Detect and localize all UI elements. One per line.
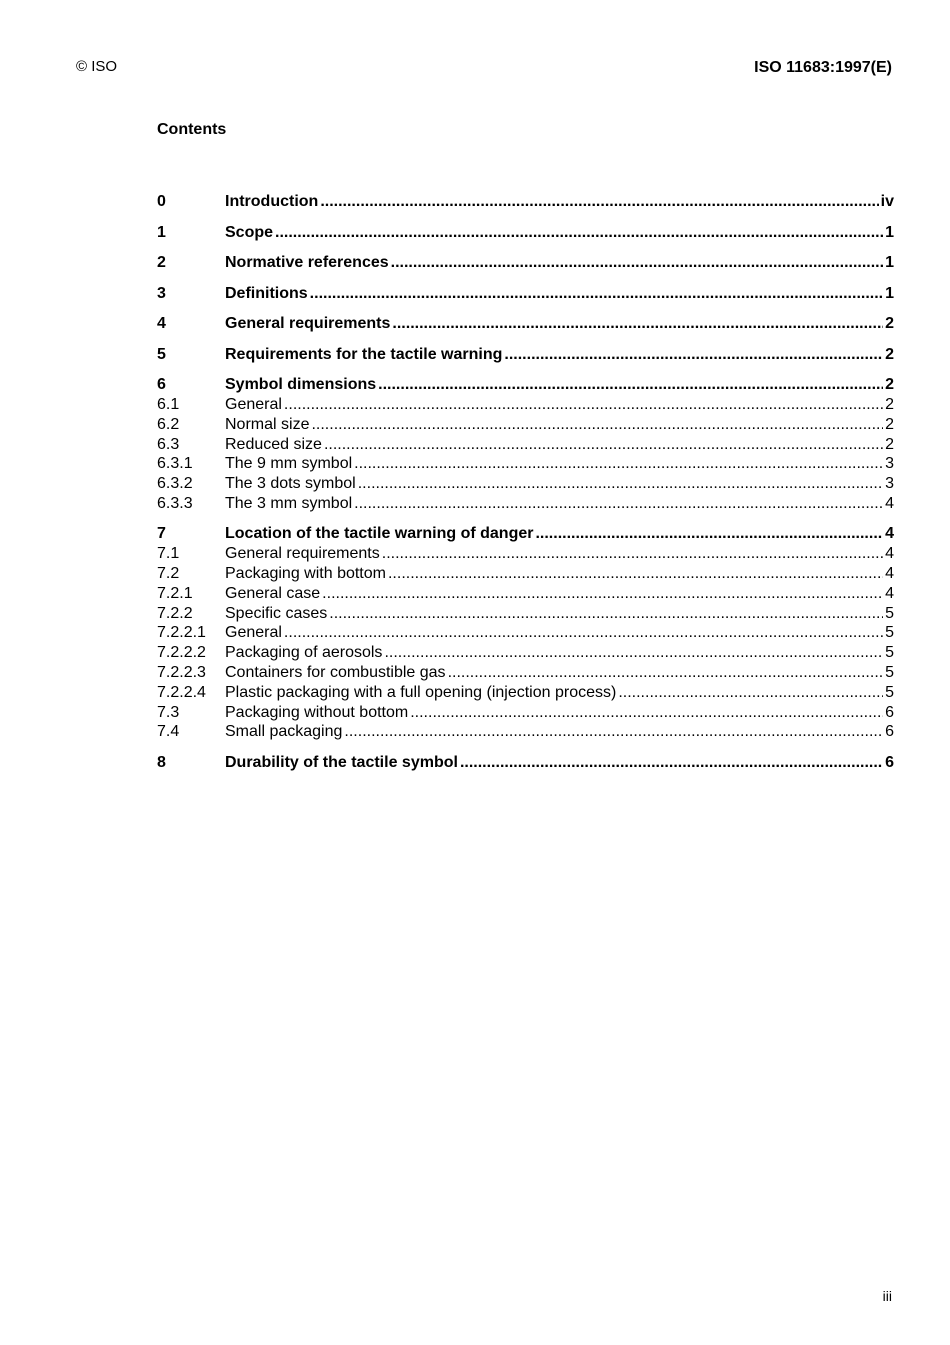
toc-entry[interactable] <box>157 191 894 212</box>
toc-entry-number: 6.3.2 <box>157 475 193 493</box>
toc-entry-number: 5 <box>157 345 166 363</box>
toc-entry-page: 6 <box>885 753 894 771</box>
toc-entry-title: Packaging of aerosols <box>225 644 383 662</box>
toc-entry-page: 2 <box>885 376 894 393</box>
toc-entry-title: The 9 mm symbol <box>225 455 353 473</box>
toc-entry-page: 4 <box>885 545 894 563</box>
toc-leader-dots <box>324 435 883 455</box>
toc-entry-title: General requirements <box>225 545 380 563</box>
toc-entry-title: General <box>225 396 282 413</box>
toc-entry-page: 5 <box>885 644 894 662</box>
toc-leader-dots <box>311 415 883 435</box>
toc-entry-title: Reduced size <box>225 435 322 453</box>
toc-entry-title: Durability of the tactile symbol <box>225 753 458 771</box>
toc-entry-number: 6.3.1 <box>157 455 193 473</box>
toc-entry-title: Introduction <box>225 193 319 210</box>
toc-entry-title: Containers for combustible gas <box>225 664 446 682</box>
toc-entry-page: 5 <box>885 664 894 682</box>
toc-entry-title: General case <box>225 584 321 602</box>
toc-entry-number: 6.3.3 <box>157 494 193 512</box>
toc-entry-number: 7.3 <box>157 703 180 721</box>
toc-leader-dots <box>504 344 883 365</box>
toc-entry-title: General requirements <box>225 315 391 332</box>
toc-entry-number: 7.2.2.3 <box>157 664 206 682</box>
toc-leader-dots <box>391 252 883 273</box>
toc-entry[interactable] <box>157 395 894 415</box>
toc-entry[interactable] <box>157 752 894 773</box>
toc-entry[interactable] <box>157 683 894 703</box>
toc-entry-page: 2 <box>885 396 894 413</box>
toc-leader-dots <box>382 544 883 564</box>
toc-leader-dots <box>388 564 883 584</box>
toc-leader-dots <box>344 722 883 742</box>
standard-identifier: ISO 11683:1997(E) <box>754 59 892 76</box>
toc-leader-dots <box>460 752 883 773</box>
toc-entry[interactable] <box>157 703 894 723</box>
toc-entry-number: 7.2.2.4 <box>157 683 206 701</box>
toc-entry[interactable] <box>157 494 894 514</box>
contents-heading: Contents <box>157 121 227 138</box>
toc-leader-dots <box>310 283 883 304</box>
toc-entry[interactable] <box>157 564 894 584</box>
toc-leader-dots <box>284 395 883 415</box>
toc-entry-title: Normal size <box>225 415 310 433</box>
toc-entry-title: Packaging without bottom <box>225 703 409 721</box>
toc-entry-page: 1 <box>885 254 894 271</box>
toc-entry-title: Definitions <box>225 284 308 302</box>
toc-entry-title: Normative references <box>225 254 389 271</box>
toc-entry-number: 6 <box>157 376 166 393</box>
toc-leader-dots <box>329 604 883 624</box>
toc-entry-number: 7.2.1 <box>157 584 193 602</box>
toc-entry-page: 4 <box>885 494 894 512</box>
toc-entry[interactable] <box>157 374 894 395</box>
toc-entry-number: 6.1 <box>157 396 180 413</box>
toc-entry-title: Location of the tactile warning of danger <box>225 525 534 543</box>
toc-entry-number: 6.2 <box>157 415 180 433</box>
toc-entry-page: 6 <box>885 703 894 721</box>
toc-entry-page: 3 <box>885 475 894 493</box>
toc-leader-dots <box>378 374 883 395</box>
toc-entry[interactable] <box>157 584 894 604</box>
toc-entry-number: 8 <box>157 753 166 771</box>
toc-entry-title: Symbol dimensions <box>225 376 377 393</box>
toc-entry[interactable] <box>157 344 894 365</box>
page-number: iii <box>882 1288 892 1304</box>
toc-entry[interactable] <box>157 663 894 683</box>
toc-entry[interactable] <box>157 604 894 624</box>
toc-entry[interactable] <box>157 523 894 544</box>
toc-entry-title: Small packaging <box>225 723 343 741</box>
toc-entry-title: Plastic packaging with a full opening (injection process) <box>225 683 617 701</box>
toc-entry-number: 7.1 <box>157 545 180 563</box>
toc-entry-title: The 3 dots symbol <box>225 475 356 493</box>
toc-entry-number: 7.2.2.1 <box>157 624 206 642</box>
toc-entry-page: 1 <box>885 223 894 241</box>
toc-entry-number: 7 <box>157 525 166 543</box>
toc-entry[interactable] <box>157 643 894 663</box>
toc-entry-page: 2 <box>885 345 894 363</box>
toc-entry[interactable] <box>157 283 894 304</box>
toc-entry-number: 7.2.2.2 <box>157 644 206 662</box>
toc-entry-number: 4 <box>157 315 166 332</box>
toc-entry[interactable] <box>157 454 894 474</box>
toc-entry[interactable] <box>157 544 894 564</box>
toc-leader-dots <box>618 683 883 703</box>
toc-leader-dots <box>358 474 883 494</box>
toc-entry-number: 7.2.2 <box>157 604 193 622</box>
toc-leader-dots <box>284 623 883 643</box>
toc-entry-page: 5 <box>885 683 894 701</box>
toc-entry-title: The 3 mm symbol <box>225 494 353 512</box>
toc-leader-dots <box>354 494 883 514</box>
toc-entry[interactable] <box>157 415 894 435</box>
toc-entry[interactable] <box>157 435 894 455</box>
toc-entry-title: General <box>225 624 282 642</box>
toc-entry-title: Scope <box>225 223 274 241</box>
toc-entry-page: iv <box>880 193 894 210</box>
toc-leader-dots <box>448 663 884 683</box>
toc-entry-page: 3 <box>885 455 894 473</box>
toc-entry-page: 4 <box>885 525 894 543</box>
toc-entry-page: 2 <box>885 315 894 332</box>
toc-entry-page: 2 <box>885 415 894 433</box>
toc-entry-page: 5 <box>885 624 894 642</box>
toc-entry-title: Requirements for the tactile warning <box>225 345 503 363</box>
toc-entry-title: Packaging with bottom <box>225 565 386 583</box>
copyright-notice: © ISO <box>76 58 118 75</box>
toc-leader-dots <box>275 222 883 243</box>
toc-entry-title: Specific cases <box>225 604 328 622</box>
toc-leader-dots <box>320 191 878 212</box>
toc-leader-dots <box>384 643 883 663</box>
toc-entry[interactable] <box>157 313 894 334</box>
toc-entry-number: 7.4 <box>157 723 180 741</box>
toc-entry-page: 5 <box>885 604 894 622</box>
toc-entry-number: 3 <box>157 284 166 302</box>
toc-entry-page: 2 <box>885 435 894 453</box>
toc-entry-page: 1 <box>885 284 894 302</box>
toc-entry[interactable] <box>157 474 894 494</box>
toc-entry[interactable] <box>157 252 894 273</box>
toc-entry-page: 4 <box>885 584 894 602</box>
toc-leader-dots <box>410 703 883 723</box>
toc-entry-number: 1 <box>157 223 166 241</box>
toc-entry-number: 0 <box>157 193 166 210</box>
toc-entry[interactable] <box>157 722 894 742</box>
toc-leader-dots <box>392 313 883 334</box>
toc-entry[interactable] <box>157 222 894 243</box>
toc-entry-number: 7.2 <box>157 565 180 583</box>
toc-leader-dots <box>535 523 883 544</box>
toc-leader-dots <box>354 454 883 474</box>
toc-entry-page: 6 <box>885 723 894 741</box>
toc-leader-dots <box>322 584 883 604</box>
toc-entry[interactable] <box>157 623 894 643</box>
toc-entry-number: 2 <box>157 254 166 271</box>
toc-entry-number: 6.3 <box>157 435 180 453</box>
table-of-contents <box>157 191 894 773</box>
toc-entry-page: 4 <box>885 565 894 583</box>
